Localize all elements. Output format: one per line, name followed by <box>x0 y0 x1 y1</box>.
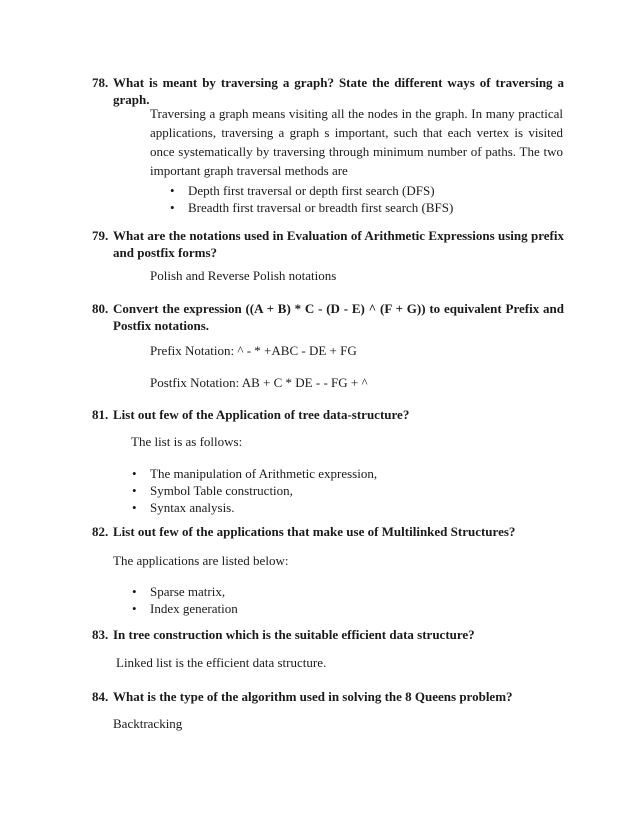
question-text: List out few of the applications that make use of Multilinked Structures? <box>113 524 516 539</box>
bullet-icon: • <box>132 601 137 616</box>
list-item: • Index generation <box>132 601 238 616</box>
bullet-icon: • <box>132 466 137 481</box>
question-number: 81. <box>92 407 109 422</box>
answer-82-list <box>132 583 532 617</box>
list-item: • Sparse matrix, <box>132 584 226 599</box>
answer-78: Traversing a graph means visiting all the nodes in the graph. In many practical applications, traversing a graph s important, such that each vertex is visited once systematically by traversing through minimum number of paths. The two important graph traversal methods are <box>150 106 563 178</box>
answer-79: Polish and Reverse Polish notations <box>150 268 337 283</box>
answer-83: Linked list is the efficient data structure. <box>116 655 327 670</box>
question-text: In tree construction which is the suitable efficient data structure? <box>113 627 475 642</box>
list-item: • Syntax analysis. <box>132 500 235 515</box>
question-78 <box>92 74 564 108</box>
question-83 <box>92 626 564 643</box>
question-number: 79. <box>92 228 109 243</box>
question-82 <box>92 523 564 540</box>
answer-81: The list is as follows: <box>131 434 243 449</box>
question-text: Convert the expression ((A + B) * C - (D - E) ^ (F + G)) to equivalent Prefix and Postfix notations. <box>113 301 564 333</box>
question-number: 80. <box>92 301 109 316</box>
bullet-icon: • <box>170 200 175 215</box>
list-item: • Breadth first traversal or breadth first search (BFS) <box>170 200 454 215</box>
list-item: • The manipulation of Arithmetic expression, <box>132 466 378 481</box>
question-number: 83. <box>92 627 109 642</box>
bullet-icon: • <box>132 584 137 599</box>
question-text: What are the notations used in Evaluation of Arithmetic Expressions using prefix and postfix forms? <box>113 228 564 260</box>
answer-78-list <box>170 182 570 216</box>
list-item: • Depth first traversal or depth first search (DFS) <box>170 183 435 198</box>
bullet-icon: • <box>170 183 175 198</box>
question-text: What is the type of the algorithm used in solving the 8 Queens problem? <box>113 689 513 704</box>
answer-80-postfix: Postfix Notation: AB + C * DE - - FG + ^ <box>150 375 368 390</box>
question-80 <box>92 300 564 334</box>
question-84 <box>92 688 564 705</box>
answer-81-list <box>132 465 532 516</box>
question-text: List out few of the Application of tree data-structure? <box>113 407 410 422</box>
question-79 <box>92 227 564 261</box>
answer-80-prefix: Prefix Notation: ^ - * +ABC - DE + FG <box>150 343 357 358</box>
question-number: 84. <box>92 689 109 704</box>
question-text: What is meant by traversing a graph? State the different ways of traversing a graph. <box>113 75 564 107</box>
question-number: 82. <box>92 524 109 539</box>
list-item: • Symbol Table construction, <box>132 483 293 498</box>
answer-82: The applications are listed below: <box>113 553 289 568</box>
answer-84: Backtracking <box>113 716 183 731</box>
bullet-icon: • <box>132 483 137 498</box>
question-number: 78. <box>92 75 109 90</box>
bullet-icon: • <box>132 500 137 515</box>
question-81 <box>92 406 564 423</box>
